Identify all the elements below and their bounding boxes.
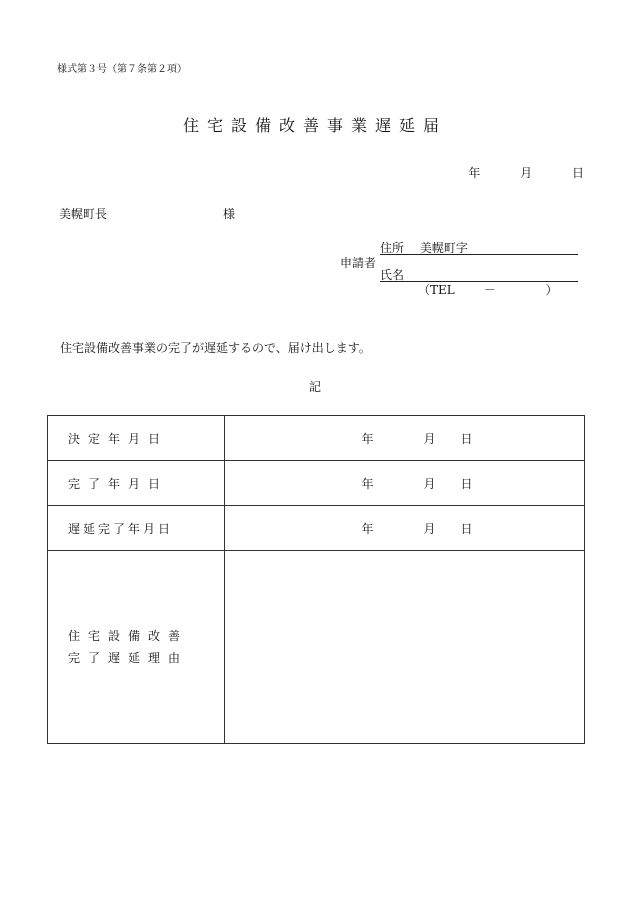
completion-date-label: 完了年月日 [68, 476, 169, 491]
delayed-completion-date-value[interactable] [225, 506, 585, 551]
decision-date-value[interactable] [225, 416, 585, 461]
form-number: 様式第３号（第７条第２項） [57, 64, 187, 75]
tel-field[interactable] [418, 281, 558, 298]
table-row-decision-date [48, 416, 585, 461]
tel-close: ） [545, 283, 558, 297]
date-month: 月 [520, 166, 533, 180]
completion-date-value[interactable] [225, 461, 585, 506]
body-text: 住宅設備改善事業の完了が遅延するので、届け出します。 [60, 341, 371, 355]
delay-reason-label-line2: 完了遅延理由 [68, 651, 189, 665]
addressee-name: 美幌町長 [59, 207, 108, 221]
address-label: 住所 [380, 241, 405, 255]
day-unit: 日 [460, 521, 473, 536]
date-day: 日 [571, 166, 584, 180]
delayed-completion-date-label: 遅延完了年月日 [68, 521, 174, 536]
month-unit: 月 [423, 476, 436, 491]
delay-reason-label-line1: 住宅設備改善 [68, 629, 189, 643]
submission-date [468, 164, 584, 181]
date-year: 年 [468, 166, 481, 180]
name-field[interactable] [380, 266, 578, 282]
table-row-delay-reason [48, 551, 585, 744]
record-table [47, 415, 585, 744]
table-row-completion-date [48, 461, 585, 506]
name-label: 氏名 [380, 268, 405, 282]
record-heading: 記 [308, 380, 321, 394]
year-unit: 年 [361, 431, 374, 446]
addressee [59, 205, 236, 222]
address-field[interactable] [380, 239, 578, 255]
month-unit: 月 [423, 521, 436, 536]
decision-date-label: 決定年月日 [68, 431, 169, 446]
address-value: 美幌町字 [419, 241, 468, 255]
tel-dash: － [483, 283, 496, 297]
day-unit: 日 [460, 476, 473, 491]
year-unit: 年 [361, 476, 374, 491]
tel-open: （TEL [418, 283, 455, 297]
document-title: 住宅設備改善事業遅延届 [182, 116, 447, 135]
year-unit: 年 [361, 521, 374, 536]
day-unit: 日 [460, 431, 473, 446]
addressee-honorific: 様 [223, 207, 236, 221]
applicant-label: 申請者 [340, 256, 377, 270]
month-unit: 月 [423, 431, 436, 446]
delay-reason-value[interactable] [225, 551, 585, 744]
table-row-delayed-completion-date [48, 506, 585, 551]
